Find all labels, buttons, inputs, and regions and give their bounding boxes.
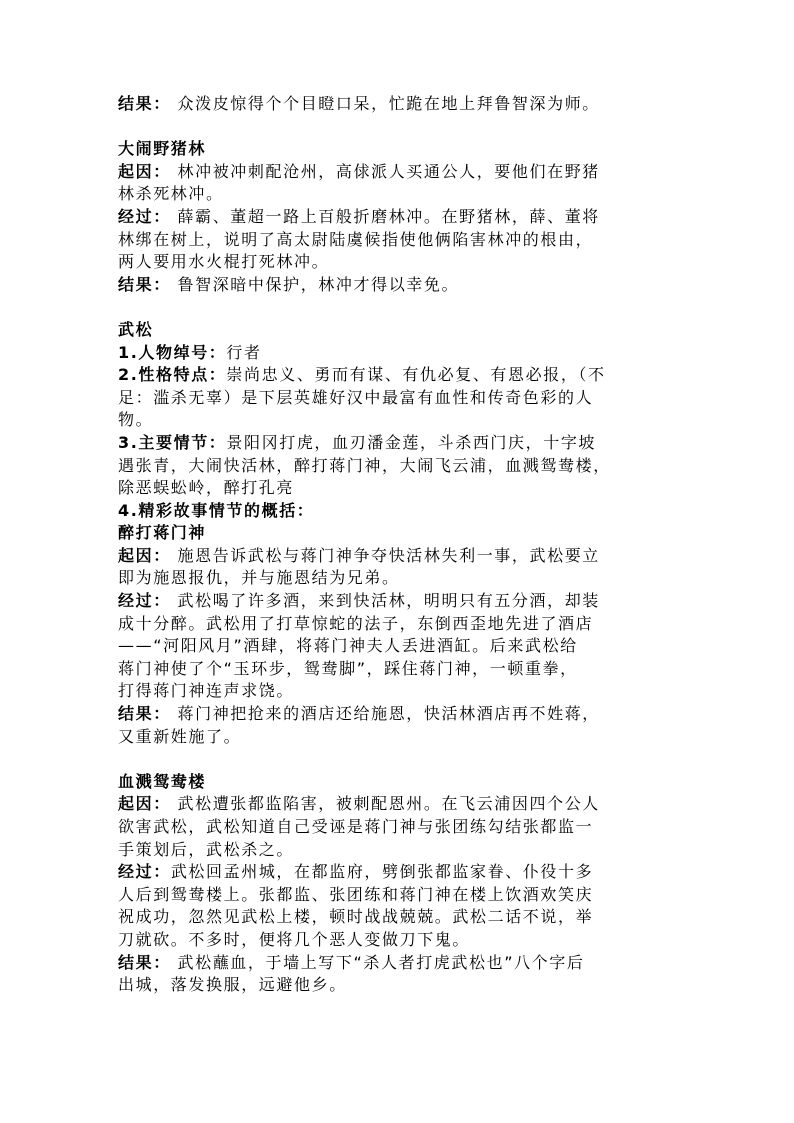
text-run: 两人要用水火棍打死林冲。	[118, 252, 330, 272]
text-run: 武松遭张都监陷害，被刺配恩州。在飞云浦因四个公人	[170, 794, 600, 814]
text-run: 物。	[118, 410, 154, 430]
text-line	[118, 500, 698, 523]
text-line	[118, 974, 698, 997]
text-run: 武松蘸血，于墙上写下“杀人者打虎武松也”八个字后	[170, 952, 585, 972]
text-line	[118, 274, 698, 297]
text-run: 人后到鸳鸯楼上。张都监、张团练和蒋门神在楼上饮酒欢笑庆	[118, 884, 594, 904]
text-line	[118, 522, 698, 545]
blank-line	[118, 748, 698, 771]
text-run: 手策划后，武松杀之。	[118, 839, 295, 859]
text-line	[118, 839, 698, 862]
bold-label: 结果：	[118, 94, 171, 113]
bold-label: 起因：	[118, 161, 171, 181]
text-run: 足：滥杀无辜）是下层英雄好汉中最富有血性和传奇色彩的人	[118, 387, 594, 407]
text-line	[118, 93, 698, 116]
text-line	[118, 161, 698, 184]
text-line	[118, 477, 698, 500]
bold-label: 2.性格特点：	[118, 365, 227, 385]
text-line	[118, 206, 698, 229]
text-line	[118, 703, 698, 726]
text-line	[118, 635, 698, 658]
text-run: 蒋门神使了个“玉环步，鸳鸯脚”，踩住蒋门神，一顿重拳，	[118, 658, 578, 678]
text-line	[118, 138, 698, 161]
text-line	[118, 861, 698, 884]
text-run: 林冲被冲刺配沧州，高俅派人买通公人，要他们在野猪	[170, 161, 600, 181]
text-line	[118, 658, 698, 681]
text-line	[118, 613, 698, 636]
text-line	[118, 229, 698, 252]
text-run: 又重新姓施了。	[118, 726, 242, 746]
text-line	[118, 952, 698, 975]
bold-label: 结果：	[118, 952, 171, 972]
text-line	[118, 906, 698, 929]
text-line	[118, 929, 698, 952]
bold-label: 结果：	[118, 274, 171, 294]
text-run: 蒋门神把抢来的酒店还给施恩，快活林酒店再不姓蒋，	[170, 704, 600, 724]
text-run: 欲害武松，武松知道自己受诬是蒋门神与张团练勾结张都监一	[118, 817, 594, 836]
text-line	[118, 251, 698, 274]
text-line	[118, 387, 698, 410]
text-run: 打得蒋门神连声求饶。	[118, 681, 295, 701]
bold-label: 起因：	[118, 545, 171, 565]
text-run: 即为施恩报仇，并与施恩结为兄弟。	[118, 568, 400, 588]
bold-label: 4.精彩故事情节的概括：	[118, 500, 315, 520]
text-line	[118, 567, 698, 590]
text-run: 成十分醉。武松用了打草惊蛇的法子，东倒西歪地先进了酒店	[118, 613, 594, 633]
bold-label: 经过：	[118, 591, 171, 611]
text-run: 崇尚忠义、勇而有谋、有仇必复、有恩必报，（不	[226, 365, 606, 385]
bold-label: 经过：	[118, 206, 171, 226]
text-line	[118, 342, 698, 365]
blank-line	[118, 116, 698, 139]
text-run: 武松喝了许多酒，来到快活林，明明只有五分酒，却装	[170, 591, 600, 611]
blank-line	[118, 296, 698, 319]
bold-label: 大闹野猪林	[118, 139, 207, 159]
text-line	[118, 680, 698, 703]
text-line	[118, 319, 698, 342]
bold-label: 血溅鸳鸯楼	[118, 771, 207, 791]
bold-label: 1.人物绰号：	[118, 342, 227, 362]
bold-label: 武松	[118, 319, 154, 339]
bold-label: 起因：	[118, 794, 171, 814]
text-line	[118, 816, 698, 839]
text-run: 薛霸、董超一路上百般折磨林冲。在野猪林，薛、董将	[170, 206, 600, 226]
text-line	[118, 884, 698, 907]
text-run: 遇张青，大闹快活林，醉打蒋门神，大闹飞云浦，血溅鸳鸯楼，	[118, 455, 611, 475]
bold-label: 3.主要情节：	[118, 432, 227, 452]
text-line	[118, 455, 698, 478]
text-line	[118, 793, 698, 816]
text-line	[118, 726, 698, 749]
text-run: 林杀死林冲。	[118, 184, 224, 204]
text-line	[118, 432, 698, 455]
text-run: 行者	[226, 342, 262, 362]
text-run: 刀就砍。不多时，便将几个恶人变做刀下鬼。	[118, 929, 471, 949]
text-line	[118, 364, 698, 387]
text-run: 施恩告诉武松与蒋门神争夺快活林失利一事，武松要立	[170, 545, 600, 565]
text-run: 众泼皮惊得个个目瞪口呆，忙跪在地上拜鲁智深为师。	[170, 94, 600, 113]
bold-label: 结果：	[118, 704, 171, 724]
text-run: 除恶蜈蚣岭，醉打孔亮	[118, 478, 295, 498]
text-line	[118, 183, 698, 206]
text-line	[118, 545, 698, 568]
bold-label: 醉打蒋门神	[118, 523, 207, 543]
text-run: 祝成功，忽然见武松上楼，顿时战战兢兢。武松二话不说，举	[118, 907, 594, 927]
text-run: 出城，落发换服，远避他乡。	[118, 975, 347, 995]
document-page	[118, 93, 698, 997]
text-line	[118, 590, 698, 613]
text-line	[118, 771, 698, 794]
text-run: 景阳冈打虎，血刃潘金莲，斗杀西门庆，十字坡	[226, 432, 597, 452]
text-run: ——“河阳风月”酒肆，将蒋门神夫人丢进酒缸。后来武松给	[118, 636, 578, 656]
text-run: 武松回孟州城，在都监府，劈倒张都监家眷、仆役十多	[170, 862, 594, 882]
bold-label: 经过：	[118, 862, 171, 882]
text-run: 鲁智深暗中保护，林冲才得以幸免。	[170, 274, 460, 294]
text-run: 林绑在树上，说明了高太尉陆虞候指使他俩陷害林冲的根由，	[118, 229, 594, 249]
text-line	[118, 409, 698, 432]
